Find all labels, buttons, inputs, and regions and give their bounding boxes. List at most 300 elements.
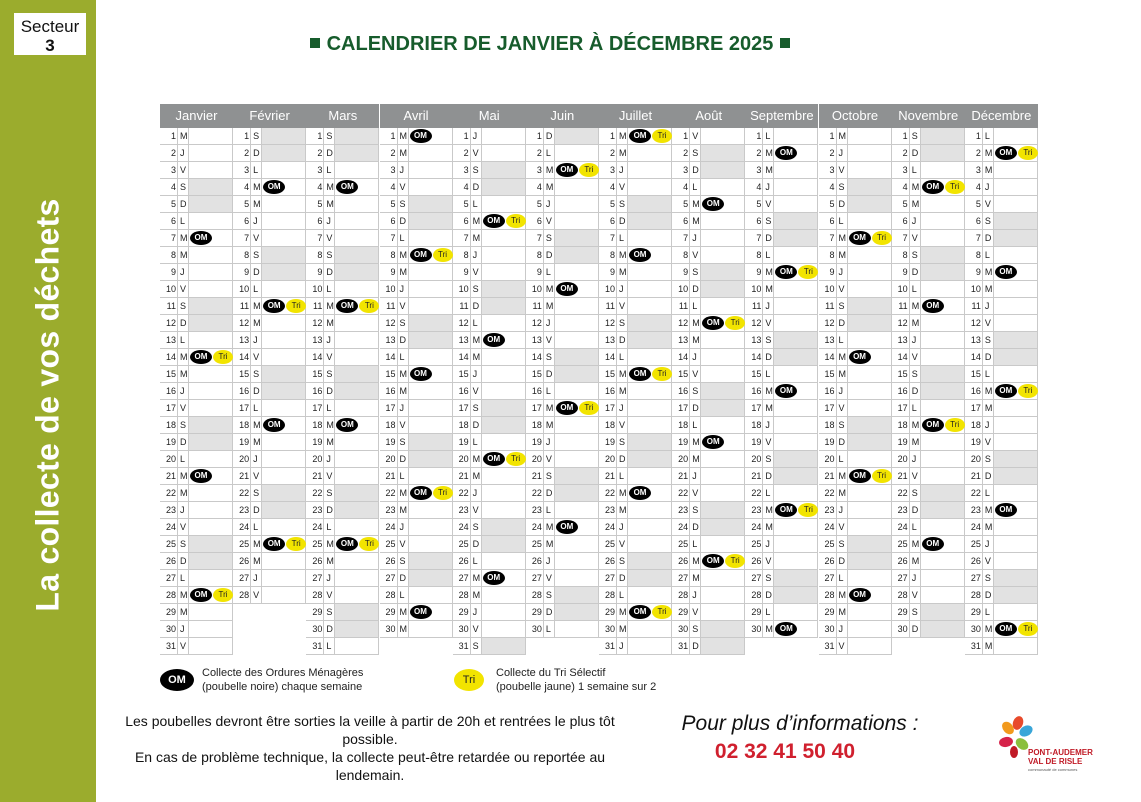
day-letter: M (399, 369, 407, 379)
day-number: 26 (165, 556, 176, 566)
day-letter: J (253, 573, 258, 583)
day-letter: M (984, 624, 993, 634)
day-letter: M (326, 556, 334, 566)
day-row (819, 383, 892, 400)
day-row (306, 587, 379, 604)
legend-tri-text (496, 666, 716, 694)
day-letter: S (911, 369, 918, 379)
day-letter: S (326, 250, 333, 260)
day-row (672, 247, 745, 264)
day-letter: M (619, 488, 627, 498)
day-letter: J (619, 522, 624, 532)
day-letter: L (399, 352, 405, 362)
day-row (160, 145, 233, 162)
day-letter: S (765, 454, 772, 464)
day-number: 6 (829, 216, 835, 226)
day-letter: M (911, 437, 920, 447)
day-row (526, 213, 599, 230)
day-number: 25 (678, 539, 689, 549)
day-letter: J (399, 522, 404, 532)
day-row (745, 570, 818, 587)
day-letter: D (619, 454, 626, 464)
day-row (599, 332, 672, 349)
day-letter: S (692, 386, 699, 396)
day-row (306, 145, 379, 162)
day-number: 4 (170, 182, 176, 192)
day-letter: V (838, 403, 845, 413)
day-row (526, 468, 599, 485)
day-number: 22 (458, 488, 469, 498)
day-letter: S (326, 488, 333, 498)
day-letter: D (326, 267, 333, 277)
day-letter: J (472, 250, 478, 260)
tri-badge-icon: Tri (286, 537, 306, 551)
day-number: 21 (824, 471, 835, 481)
day-number: 31 (678, 641, 689, 651)
day-letter: V (838, 522, 845, 532)
day-letter: V (545, 216, 552, 226)
day-row (380, 570, 453, 587)
day-letter: S (399, 556, 406, 566)
om-badge-icon: OM (629, 486, 651, 500)
day-letter: V (545, 335, 552, 345)
day-letter: M (545, 284, 554, 294)
day-number: 18 (165, 420, 176, 430)
day-row (306, 196, 379, 213)
day-row (819, 349, 892, 366)
om-badge-icon: OM (775, 384, 797, 398)
day-letter: M (545, 522, 554, 532)
day-letter: J (472, 131, 478, 141)
tri-badge-icon: Tri (286, 299, 306, 313)
day-letter: V (253, 471, 260, 481)
day-row (599, 213, 672, 230)
tri-badge-icon: Tri (579, 401, 599, 415)
day-letter: S (619, 318, 626, 328)
day-row (965, 128, 1038, 145)
tri-badge-icon: Tri (652, 367, 672, 381)
day-row (453, 196, 526, 213)
day-letter: M (838, 369, 847, 379)
day-row (160, 434, 233, 451)
day-row (745, 179, 818, 196)
day-number: 14 (312, 352, 323, 362)
day-number: 23 (385, 505, 396, 515)
day-number: 25 (458, 539, 469, 549)
day-letter: M (472, 471, 481, 481)
day-row (672, 468, 745, 485)
day-number: 29 (678, 607, 689, 617)
day-row (892, 621, 965, 638)
tri-badge-icon: Tri (652, 129, 672, 143)
day-row (306, 604, 379, 621)
day-row (965, 434, 1038, 451)
day-number: 5 (170, 199, 176, 209)
day-row (526, 179, 599, 196)
day-letter: M (765, 505, 773, 515)
day-number: 16 (165, 386, 176, 396)
day-row (672, 264, 745, 281)
day-row (672, 587, 745, 604)
day-row (453, 332, 526, 349)
day-row (672, 400, 745, 417)
day-row (453, 213, 526, 230)
day-letter: M (253, 182, 261, 192)
day-letter: V (984, 556, 991, 566)
om-badge-icon: OM (336, 418, 358, 432)
day-number: 20 (312, 454, 323, 464)
day-number: 9 (463, 267, 469, 277)
day-letter: D (326, 148, 333, 158)
day-row (306, 519, 379, 536)
day-number: 20 (531, 454, 542, 464)
day-row (599, 315, 672, 332)
day-row (526, 196, 599, 213)
day-letter: D (399, 335, 406, 345)
day-letter: S (984, 216, 991, 226)
day-number: 29 (385, 607, 396, 617)
day-letter: J (911, 573, 917, 583)
day-row (380, 604, 453, 621)
day-number: 25 (312, 539, 323, 549)
month-header: Octobre (819, 104, 892, 128)
day-row (233, 162, 306, 179)
day-number: 27 (605, 573, 616, 583)
day-row (745, 434, 818, 451)
day-number: 21 (165, 471, 176, 481)
day-number: 29 (970, 607, 981, 617)
day-letter: V (911, 471, 918, 481)
day-number: 7 (683, 233, 689, 243)
month-header: Septembre (745, 104, 818, 128)
day-number: 31 (605, 641, 616, 651)
tri-badge-icon: Tri (798, 503, 818, 517)
day-number: 19 (678, 437, 689, 447)
day-letter: V (472, 624, 479, 634)
day-letter: S (472, 403, 479, 413)
day-number: 26 (824, 556, 835, 566)
day-letter: S (911, 488, 918, 498)
day-letter: V (911, 233, 918, 243)
tri-badge-icon: Tri (725, 316, 745, 330)
tri-badge-icon: Tri (359, 299, 379, 313)
day-number: 22 (312, 488, 323, 498)
day-row (819, 315, 892, 332)
day-row (672, 536, 745, 553)
month-header: Juillet (599, 104, 672, 128)
day-row (965, 536, 1038, 553)
om-badge-icon: OM (190, 588, 212, 602)
day-letter: M (984, 165, 993, 175)
day-row (745, 332, 818, 349)
day-row (453, 621, 526, 638)
day-row (526, 281, 599, 298)
day-number: 14 (824, 352, 835, 362)
day-row (380, 536, 453, 553)
day-row (380, 383, 453, 400)
day-number: 28 (531, 590, 542, 600)
day-letter: J (399, 165, 404, 175)
day-letter: M (326, 437, 334, 447)
day-number: 19 (239, 437, 250, 447)
day-number: 15 (678, 369, 689, 379)
day-row (453, 570, 526, 587)
day-row (453, 145, 526, 162)
day-number: 24 (605, 522, 616, 532)
day-row (672, 638, 745, 655)
day-letter: M (765, 624, 773, 634)
day-number: 11 (312, 301, 323, 311)
day-letter: M (545, 420, 554, 430)
day-letter: L (253, 284, 259, 294)
day-letter: M (692, 216, 700, 226)
day-row (892, 349, 965, 366)
day-letter: M (326, 318, 334, 328)
day-number: 23 (751, 505, 762, 515)
day-row (526, 332, 599, 349)
day-letter: M (692, 454, 700, 464)
day-number: 8 (317, 250, 323, 260)
day-row (233, 247, 306, 264)
day-number: 1 (390, 131, 396, 141)
day-row (160, 247, 233, 264)
day-row (599, 570, 672, 587)
day-row (526, 451, 599, 468)
day-row (892, 196, 965, 213)
day-row (965, 145, 1038, 162)
day-letter: M (180, 250, 188, 260)
day-letter: S (692, 505, 699, 515)
day-number: 5 (902, 199, 908, 209)
day-letter: M (911, 301, 920, 311)
day-number: 7 (244, 233, 250, 243)
day-number: 21 (605, 471, 616, 481)
month-header: Avril (380, 104, 453, 128)
day-row (599, 587, 672, 604)
day-row (892, 587, 965, 604)
sector-label: Secteur (20, 17, 80, 36)
day-letter: M (984, 148, 993, 158)
day-letter: S (619, 199, 626, 209)
day-letter: V (619, 301, 626, 311)
om-badge-icon: OM (190, 231, 212, 245)
day-number: 17 (385, 403, 396, 413)
day-number: 17 (458, 403, 469, 413)
day-letter: D (692, 403, 699, 413)
day-number: 24 (458, 522, 469, 532)
day-number: 19 (531, 437, 542, 447)
day-letter: M (911, 539, 920, 549)
day-letter: D (838, 556, 846, 566)
day-row (745, 587, 818, 604)
day-number: 4 (463, 182, 469, 192)
day-letter: D (692, 522, 699, 532)
day-number: 9 (975, 267, 981, 277)
tri-badge-icon: Tri (359, 537, 379, 551)
day-row (819, 128, 892, 145)
day-letter: S (253, 250, 260, 260)
day-row (160, 281, 233, 298)
month-column (672, 104, 745, 650)
day-number: 30 (458, 624, 469, 634)
legend-tri-line1: Collecte du Tri Sélectif (496, 667, 606, 679)
day-letter: J (619, 165, 624, 175)
day-letter: M (545, 165, 554, 175)
day-letter: S (399, 318, 406, 328)
day-number: 3 (390, 165, 396, 175)
day-letter: D (619, 573, 626, 583)
day-letter: M (619, 369, 627, 379)
tri-badge-icon: Tri (652, 605, 672, 619)
day-number: 23 (970, 505, 981, 515)
month-column (745, 104, 818, 650)
day-letter: M (180, 131, 188, 141)
day-row (892, 366, 965, 383)
day-number: 22 (970, 488, 981, 498)
day-number: 17 (824, 403, 835, 413)
day-number: 12 (897, 318, 908, 328)
tri-badge-icon: Tri (725, 554, 745, 568)
day-letter: D (765, 590, 772, 600)
day-number: 24 (165, 522, 176, 532)
day-row (892, 230, 965, 247)
day-letter: L (180, 216, 186, 226)
day-row (306, 485, 379, 502)
day-letter: S (911, 250, 918, 260)
day-row (965, 451, 1038, 468)
day-row (380, 332, 453, 349)
day-number: 14 (458, 352, 469, 362)
om-badge-icon: OM (702, 435, 724, 449)
day-number: 17 (605, 403, 616, 413)
day-number: 7 (536, 233, 542, 243)
day-number: 30 (312, 624, 323, 634)
day-letter: J (545, 199, 551, 209)
om-badge-icon: OM (190, 350, 212, 364)
day-letter: D (545, 369, 553, 379)
day-letter: J (984, 301, 990, 311)
day-number: 21 (751, 471, 762, 481)
day-letter: S (984, 573, 991, 583)
day-number: 21 (385, 471, 396, 481)
day-row (380, 587, 453, 604)
day-letter: D (911, 386, 919, 396)
day-letter: V (180, 522, 187, 532)
day-number: 16 (239, 386, 250, 396)
day-row (233, 383, 306, 400)
day-letter: J (326, 573, 331, 583)
day-number: 2 (390, 148, 396, 158)
day-number: 26 (751, 556, 762, 566)
month-header: Juin (526, 104, 599, 128)
day-letter: D (765, 471, 772, 481)
om-badge-icon: OM (922, 180, 944, 194)
om-badge-icon: OM (849, 469, 871, 483)
day-number: 15 (605, 369, 616, 379)
day-row (160, 638, 233, 655)
day-letter: J (911, 216, 917, 226)
day-letter: V (326, 471, 333, 481)
om-badge-icon: OM (629, 367, 651, 381)
day-row (965, 315, 1038, 332)
day-row (160, 570, 233, 587)
day-row (526, 536, 599, 553)
day-number: 5 (683, 199, 689, 209)
month-header: Janvier (160, 104, 233, 128)
day-letter: M (545, 403, 554, 413)
day-letter: V (472, 505, 479, 515)
day-row (819, 519, 892, 536)
day-row (745, 485, 818, 502)
day-letter: M (911, 556, 920, 566)
day-letter: J (326, 216, 331, 226)
day-row (965, 196, 1038, 213)
day-row (453, 468, 526, 485)
day-number: 4 (536, 182, 542, 192)
day-row (453, 230, 526, 247)
day-number: 1 (902, 131, 908, 141)
day-number: 28 (897, 590, 908, 600)
day-number: 4 (829, 182, 835, 192)
day-number: 12 (165, 318, 176, 328)
day-number: 17 (897, 403, 908, 413)
day-row (892, 553, 965, 570)
day-number: 8 (536, 250, 542, 260)
day-letter: L (472, 556, 478, 566)
day-letter: S (399, 199, 406, 209)
day-number: 20 (239, 454, 250, 464)
day-number: 3 (610, 165, 616, 175)
day-row (599, 349, 672, 366)
day-row (306, 570, 379, 587)
day-row (892, 400, 965, 417)
day-row (599, 621, 672, 638)
day-letter: M (765, 403, 773, 413)
day-row (819, 468, 892, 485)
day-letter: L (692, 420, 698, 430)
day-row (599, 264, 672, 281)
day-letter: D (911, 148, 919, 158)
day-row (745, 400, 818, 417)
day-number: 4 (244, 182, 250, 192)
day-letter: M (472, 454, 481, 464)
day-row (233, 553, 306, 570)
day-row (526, 145, 599, 162)
day-row (672, 213, 745, 230)
day-letter: L (765, 131, 771, 141)
day-letter: M (253, 318, 261, 328)
logo-line3: communauté de communes (1028, 767, 1078, 772)
day-row (965, 298, 1038, 315)
om-badge-icon: OM (629, 129, 651, 143)
day-row (672, 519, 745, 536)
month-header: Décembre (965, 104, 1038, 128)
day-row (892, 468, 965, 485)
day-number: 1 (829, 131, 835, 141)
day-number: 19 (897, 437, 908, 447)
day-number: 20 (678, 454, 689, 464)
day-number: 11 (459, 301, 469, 311)
day-letter: S (984, 454, 991, 464)
day-letter: M (399, 250, 407, 260)
day-number: 6 (683, 216, 689, 226)
day-row (745, 417, 818, 434)
day-row (599, 145, 672, 162)
day-row (526, 434, 599, 451)
tri-badge-icon: Tri (433, 486, 453, 500)
day-letter: M (472, 335, 481, 345)
day-number: 11 (605, 301, 616, 311)
